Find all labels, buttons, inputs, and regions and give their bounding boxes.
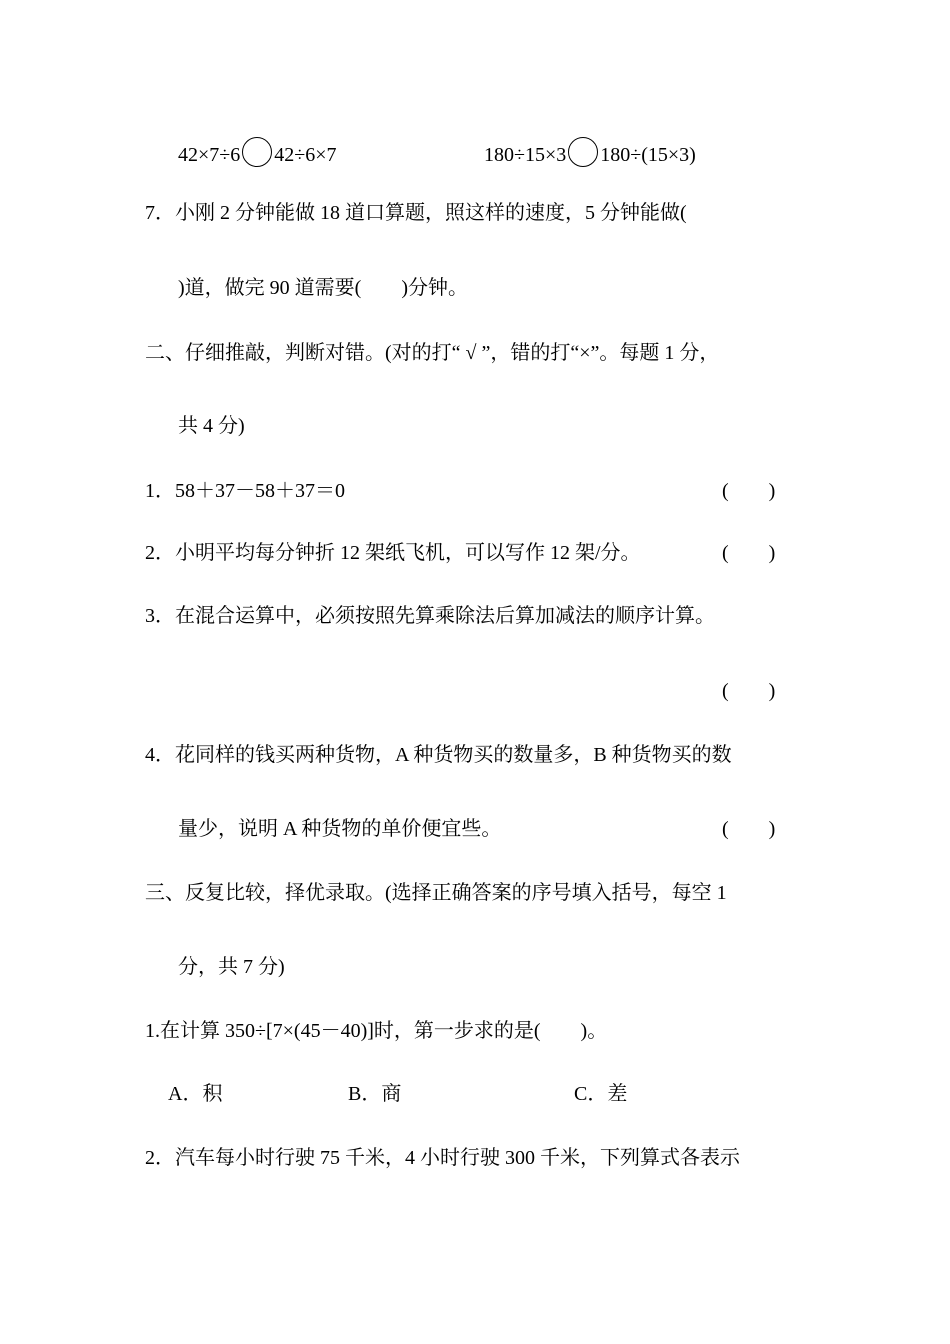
- compare-right-a: 180÷15×3: [484, 144, 567, 166]
- judge-item-2: 2．小明平均每分钟折 12 架纸飞机，可以写作 12 架/分。: [145, 542, 641, 564]
- answer-paren-1[interactable]: ( ): [722, 480, 776, 502]
- compare-row-2: [484, 137, 696, 168]
- option-c[interactable]: C．差: [574, 1083, 628, 1105]
- judge-item-3: 3．在混合运算中，必须按照先算乘除法后算加减法的顺序计算。: [145, 605, 715, 627]
- compare-left-a: 42×7÷6: [178, 144, 241, 166]
- choice-question-2: 2．汽车每小时行驶 75 千米，4 小时行驶 300 千米，下列算式各表示: [145, 1147, 740, 1169]
- q7-line1: 7．小刚 2 分钟能做 18 道口算题，照这样的速度，5 分钟能做(: [145, 202, 687, 224]
- section2-title-cont: 共 4 分): [178, 415, 245, 437]
- compare-circle-1[interactable]: [242, 137, 272, 167]
- section3-title: 三、反复比较，择优录取。(选择正确答案的序号填入括号，每空 1: [145, 882, 727, 904]
- compare-circle-2[interactable]: [568, 137, 598, 167]
- answer-paren-4[interactable]: ( ): [722, 818, 776, 840]
- compare-row: [178, 137, 337, 168]
- compare-right-b: 180÷(15×3): [600, 144, 696, 166]
- answer-paren-3[interactable]: ( ): [722, 680, 776, 702]
- section3-title-cont: 分，共 7 分): [178, 956, 285, 978]
- option-a[interactable]: A．积: [168, 1083, 223, 1105]
- answer-paren-2[interactable]: ( ): [722, 542, 776, 564]
- compare-left-b: 42÷6×7: [274, 144, 337, 166]
- judge-item-4: 4．花同样的钱买两种货物，A 种货物买的数量多，B 种货物买的数: [145, 744, 732, 766]
- judge-item-1: 1．58＋37－58＋37＝0: [145, 480, 345, 502]
- q7-line2: )道，做完 90 道需要( )分钟。: [178, 277, 468, 299]
- option-b[interactable]: B．商: [348, 1083, 402, 1105]
- section2-title: 二、仔细推敲，判断对错。(对的打“ √ ”，错的打“×”。每题 1 分，: [145, 342, 720, 364]
- judge-item-4-cont: 量少，说明 A 种货物的单价便宜些。: [178, 818, 502, 840]
- choice-question-1: 1.在计算 350÷[7×(45－40)]时，第一步求的是( )。: [145, 1020, 608, 1042]
